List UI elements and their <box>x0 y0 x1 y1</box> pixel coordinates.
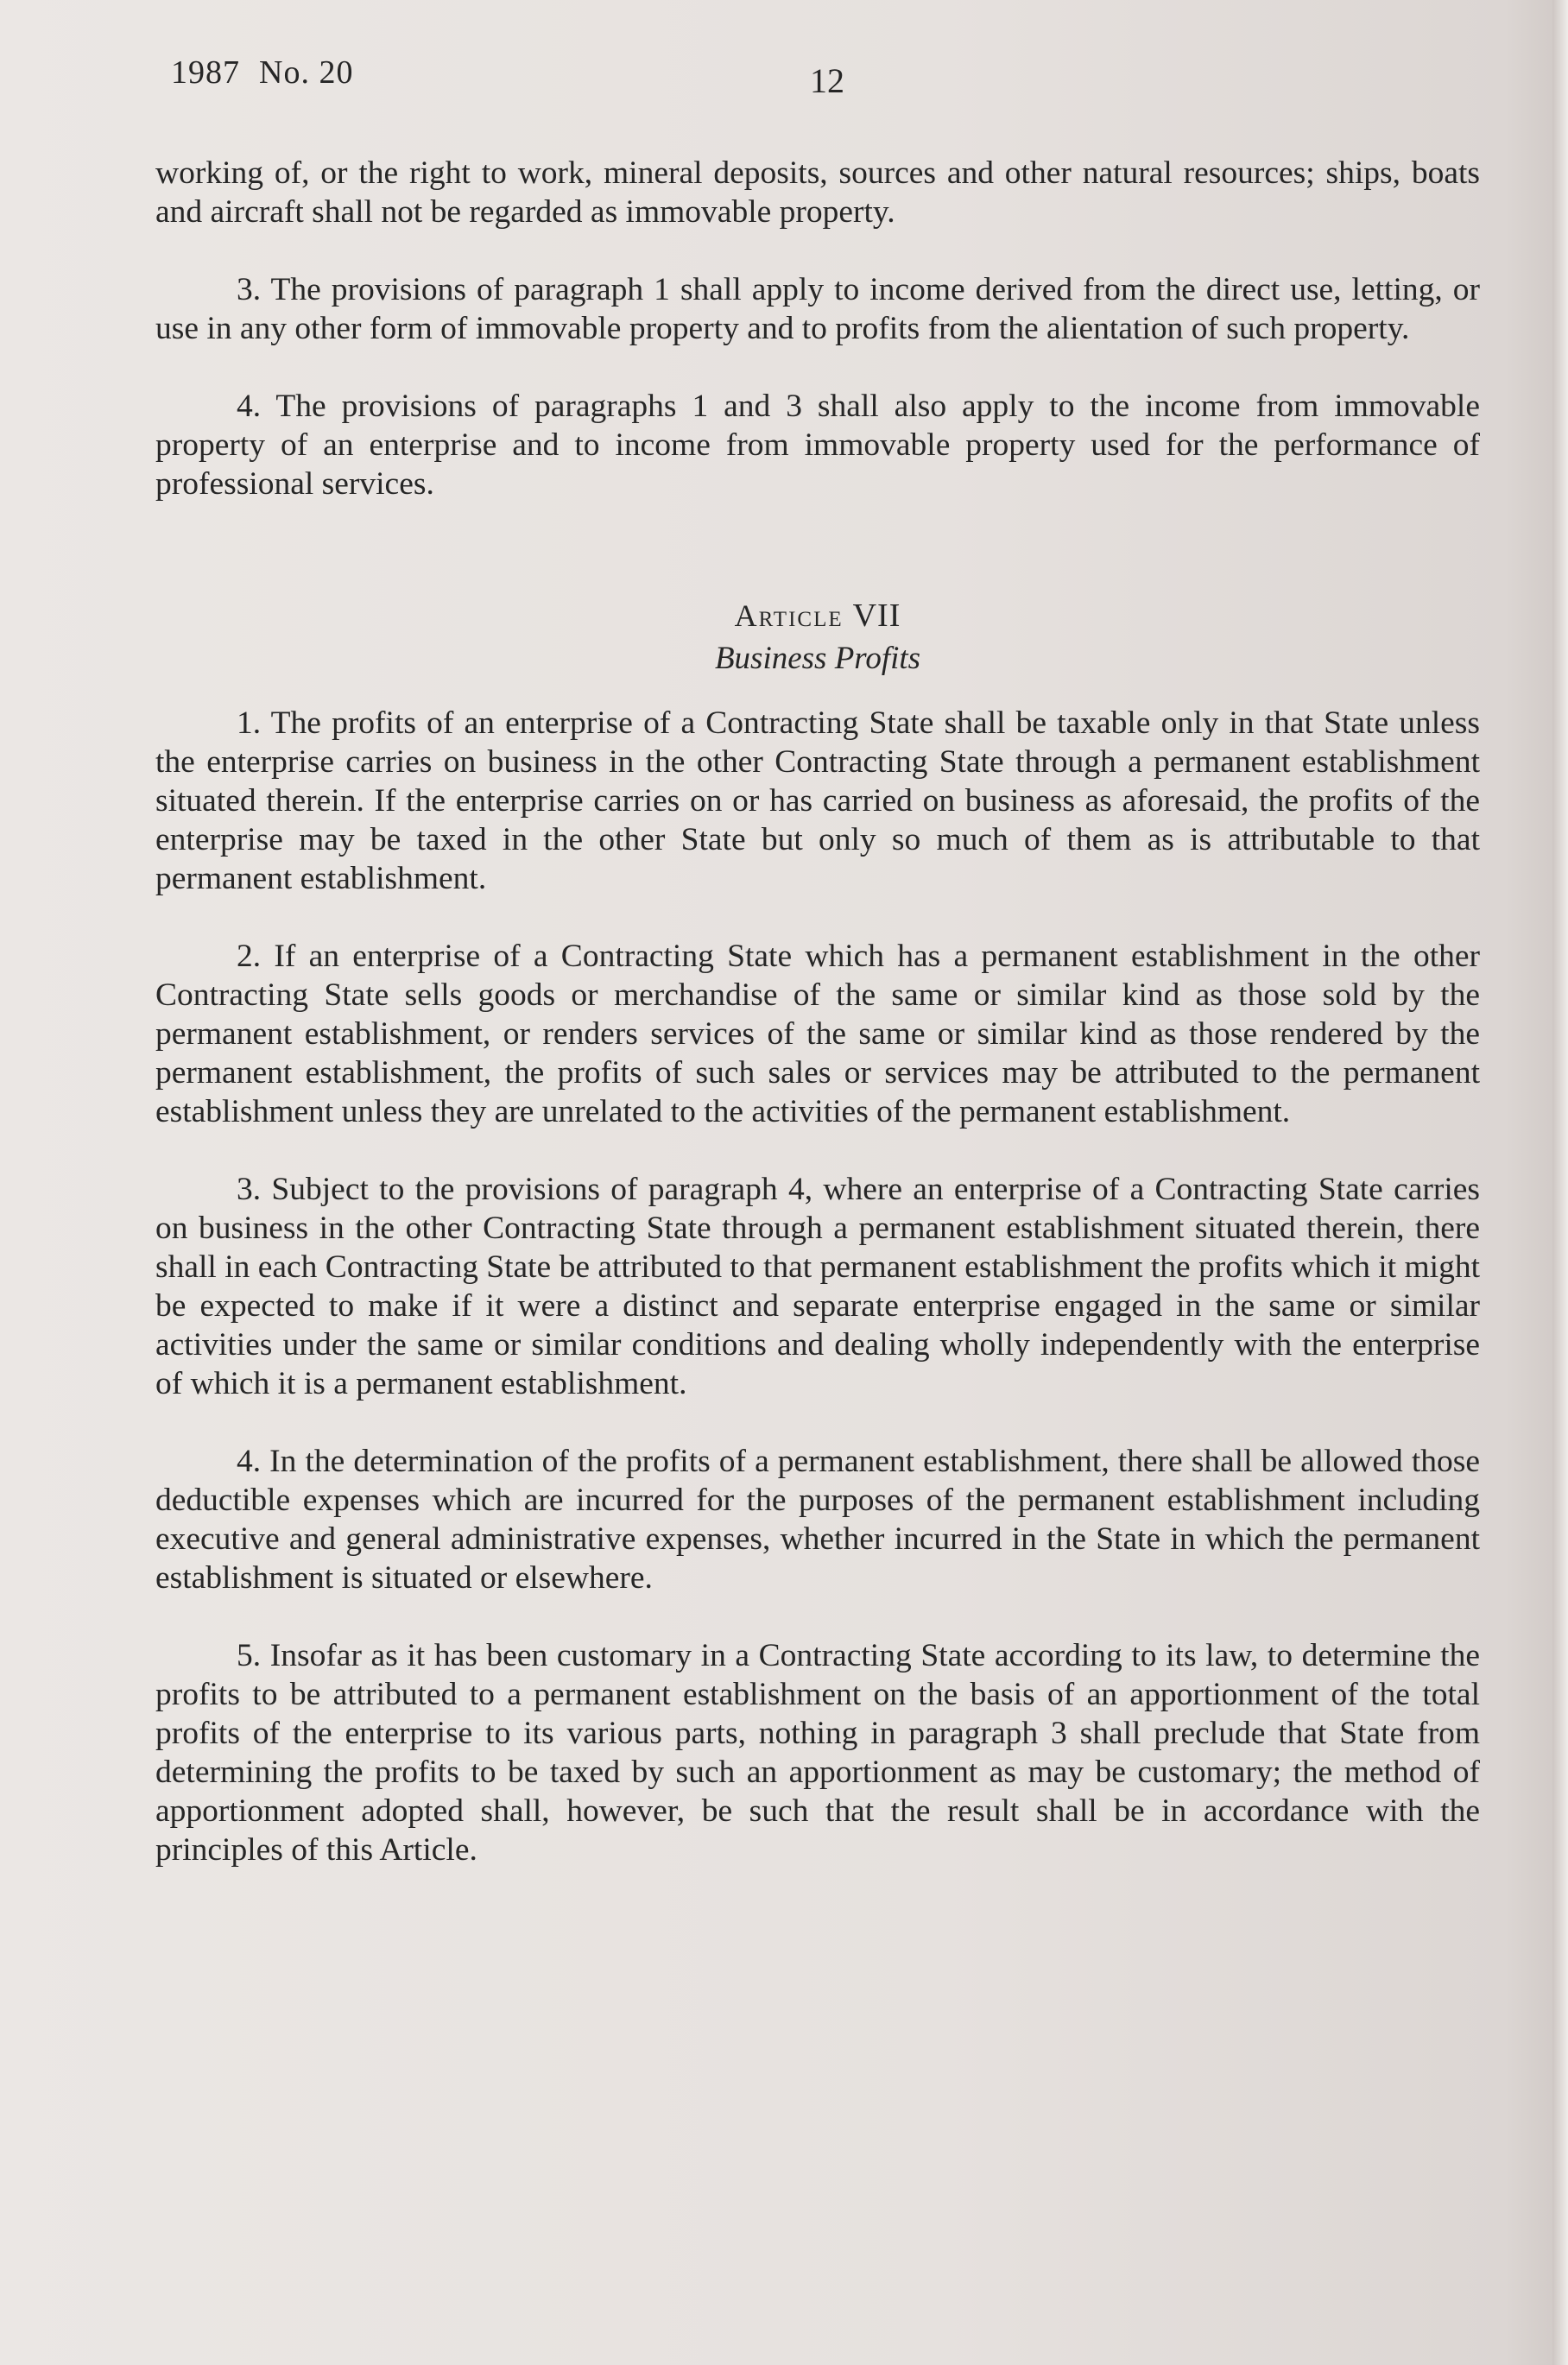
article-heading <box>155 597 1480 636</box>
book-spine-edge <box>1552 0 1568 2365</box>
header-year: 1987 <box>171 54 240 91</box>
article-title: Business Profits <box>714 641 921 676</box>
page-number: 12 <box>810 61 844 100</box>
article-paragraph-4: 4. In the determination of the profits of a permanent establishment, there shall be allowed those deductible expenses which are incurred for the purposes of the permanent establishment including executive and general administrative expenses, whether incurred in the State in which the permanent establishment is situated or elsewhere. <box>155 1444 1480 1596</box>
running-header <box>171 54 372 92</box>
paragraph-continuation: working of, or the right to work, mineral deposits, sources and other natural resources; ships, boats and aircraft shall not be regarded as immovable property. <box>155 155 1480 230</box>
paragraph-4: 4. The provisions of paragraphs 1 and 3 shall also apply to the income from immovable property of an enterprise and to income from immovable property used for the performance of professional services. <box>155 389 1480 502</box>
article-paragraph-1: 1. The profits of an enterprise of a Contracting State shall be taxable only in that State unless the enterprise carries on business in the other Contracting State through a permanent establishment situated therein. If the enterprise carries on or has carried on business as aforesaid, the profits of the enterprise may be taxed in the other State but only so much of them as is attributable to that permanent establishment. <box>155 705 1480 896</box>
paragraph-3: 3. The provisions of paragraph 1 shall apply to income derived from the direct use, letting, or use in any other form of immovable property and to profits from the alientation of such property. <box>155 272 1480 346</box>
article-paragraph-3: 3. Subject to the provisions of paragraph 4, where an enterprise of a Contracting State carries on business in the other Contracting State through a permanent establishment situated therein, there shall in each Contracting State be attributed to that permanent establishment the profits which it might be expected to make if it were a distinct and separate enterprise engaged in the same or similar activities under the same or similar conditions and dealing wholly independently with the enterprise of which it is a permanent establishment. <box>155 1172 1481 1401</box>
header-number: No. 20 <box>259 54 354 91</box>
document-body <box>155 154 1480 1908</box>
article-paragraph-2: 2. If an enterprise of a Contracting State which has a permanent establishment in the other Contracting State sells goods or merchandise of the same or similar kind as those sold by the permanent establishment, or renders services of the same or similar kind as those rendered by the permanent establishment, the profits of such sales or services may be attributed to the permanent establishment unless they are unrelated to the activities of the permanent establishment. <box>155 939 1480 1129</box>
article-number: VII <box>852 598 901 634</box>
article-label: Article <box>734 598 844 633</box>
article-paragraph-5: 5. Insofar as it has been customary in a Contracting State according to its law, to determine the profits to be attributed to a permanent establishment on the basis of an apportionment of the total profits of the enterprise to its various parts, nothing in paragraph 3 shall preclude that State from determining the profits to be taxed by such an apportionment as may be customary; the method of apportionment adopted shall, however, be such that the result shall be in accordance with the principles of this Article. <box>155 1638 1480 1868</box>
